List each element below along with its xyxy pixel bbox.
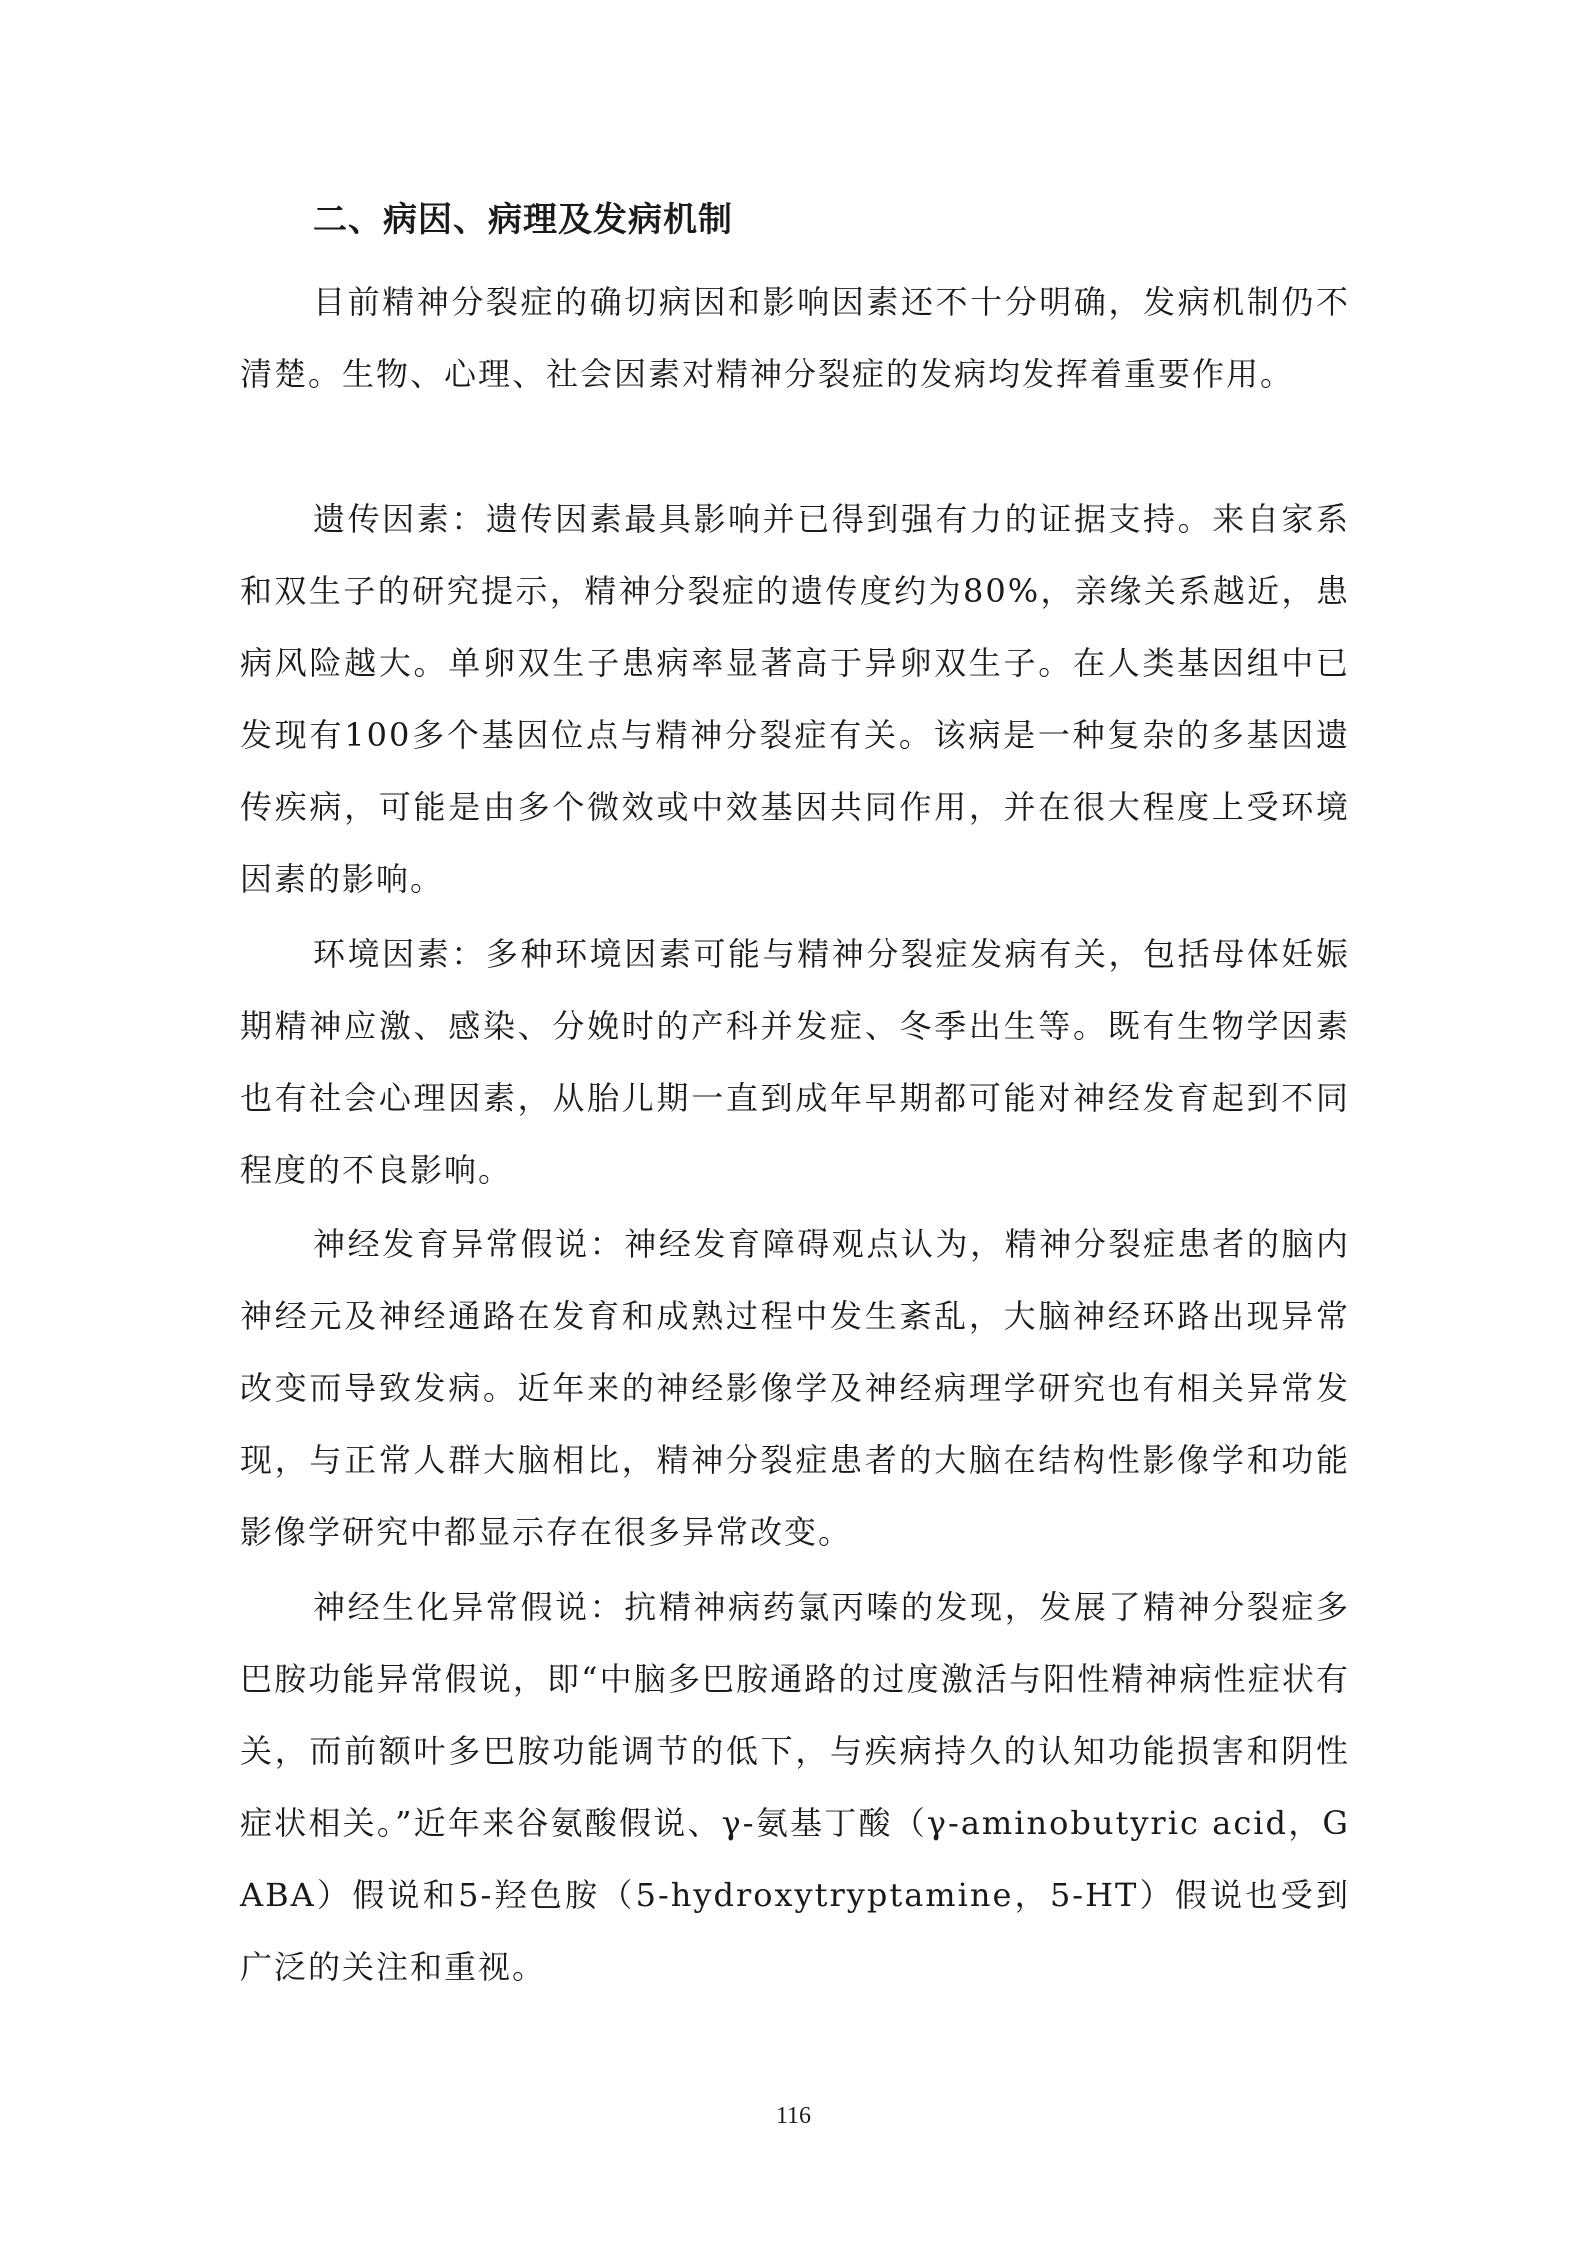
paragraph-intro: 目前精神分裂症的确切病因和影响因素还不十分明确，发病机制仍不清楚。生物、心理、社会因素对精神分裂症的发病均发挥着重要作用。 (240, 283, 1350, 393)
paragraph-genetic-factors: 遗传因素：遗传因素最具影响并已得到强有力的证据支持。来自家系和双生子的研究提示，精神分裂症的遗传度约为80%，亲缘关系越近，患病风险越大。单卵双生子患病率显著高于异卵双生子。在人类基因组中已发现有100多个基因位点与精神分裂症有关。该病是一种复杂的多基因遗传疾病，可能是由多个微效或中效基因共同作用，并在很大程度上受环境因素的影响。 (240, 500, 1350, 898)
page-number: 116 (775, 2103, 812, 2129)
paragraph-neurodevelopment-hypothesis: 神经发育异常假说：神经发育障碍观点认为，精神分裂症患者的脑内神经元及神经通路在发育和成熟过程中发生紊乱，大脑神经环路出现异常改变而导致发病。近年来的神经影像学及神经病理学研究也有相关异常发现，与正常人群大脑相比，精神分裂症患者的大脑在结构性影像学和功能影像学研究中都显示存在很多异常改变。 (240, 1225, 1350, 1551)
paragraph-environmental-factors: 环境因素：多种环境因素可能与精神分裂症发病有关，包括母体妊娠期精神应激、感染、分娩时的产科并发症、冬季出生等。既有生物学因素也有社会心理因素，从胎儿期一直到成年早期都可能对神经发育起到不同程度的不良影响。 (240, 935, 1350, 1189)
paragraph-neurochemical-hypothesis: 神经生化异常假说：抗精神病药氯丙嗪的发现，发展了精神分裂症多巴胺功能异常假说，即“中脑多巴胺通路的过度激活与阳性精神病性症状有关，而前额叶多巴胺功能调节的低下，与疾病持久的认知功能损害和阴性症状相关。”近年来谷氨酸假说、γ-氨基丁酸（γ-aminobutyric acid，GABA）假说和5-羟色胺（5-hydroxytryptamine，5-HT）假说也受到广泛的关注和重视。 (240, 1588, 1350, 1986)
section-heading: 二、病因、病理及发病机制 (313, 200, 733, 240)
